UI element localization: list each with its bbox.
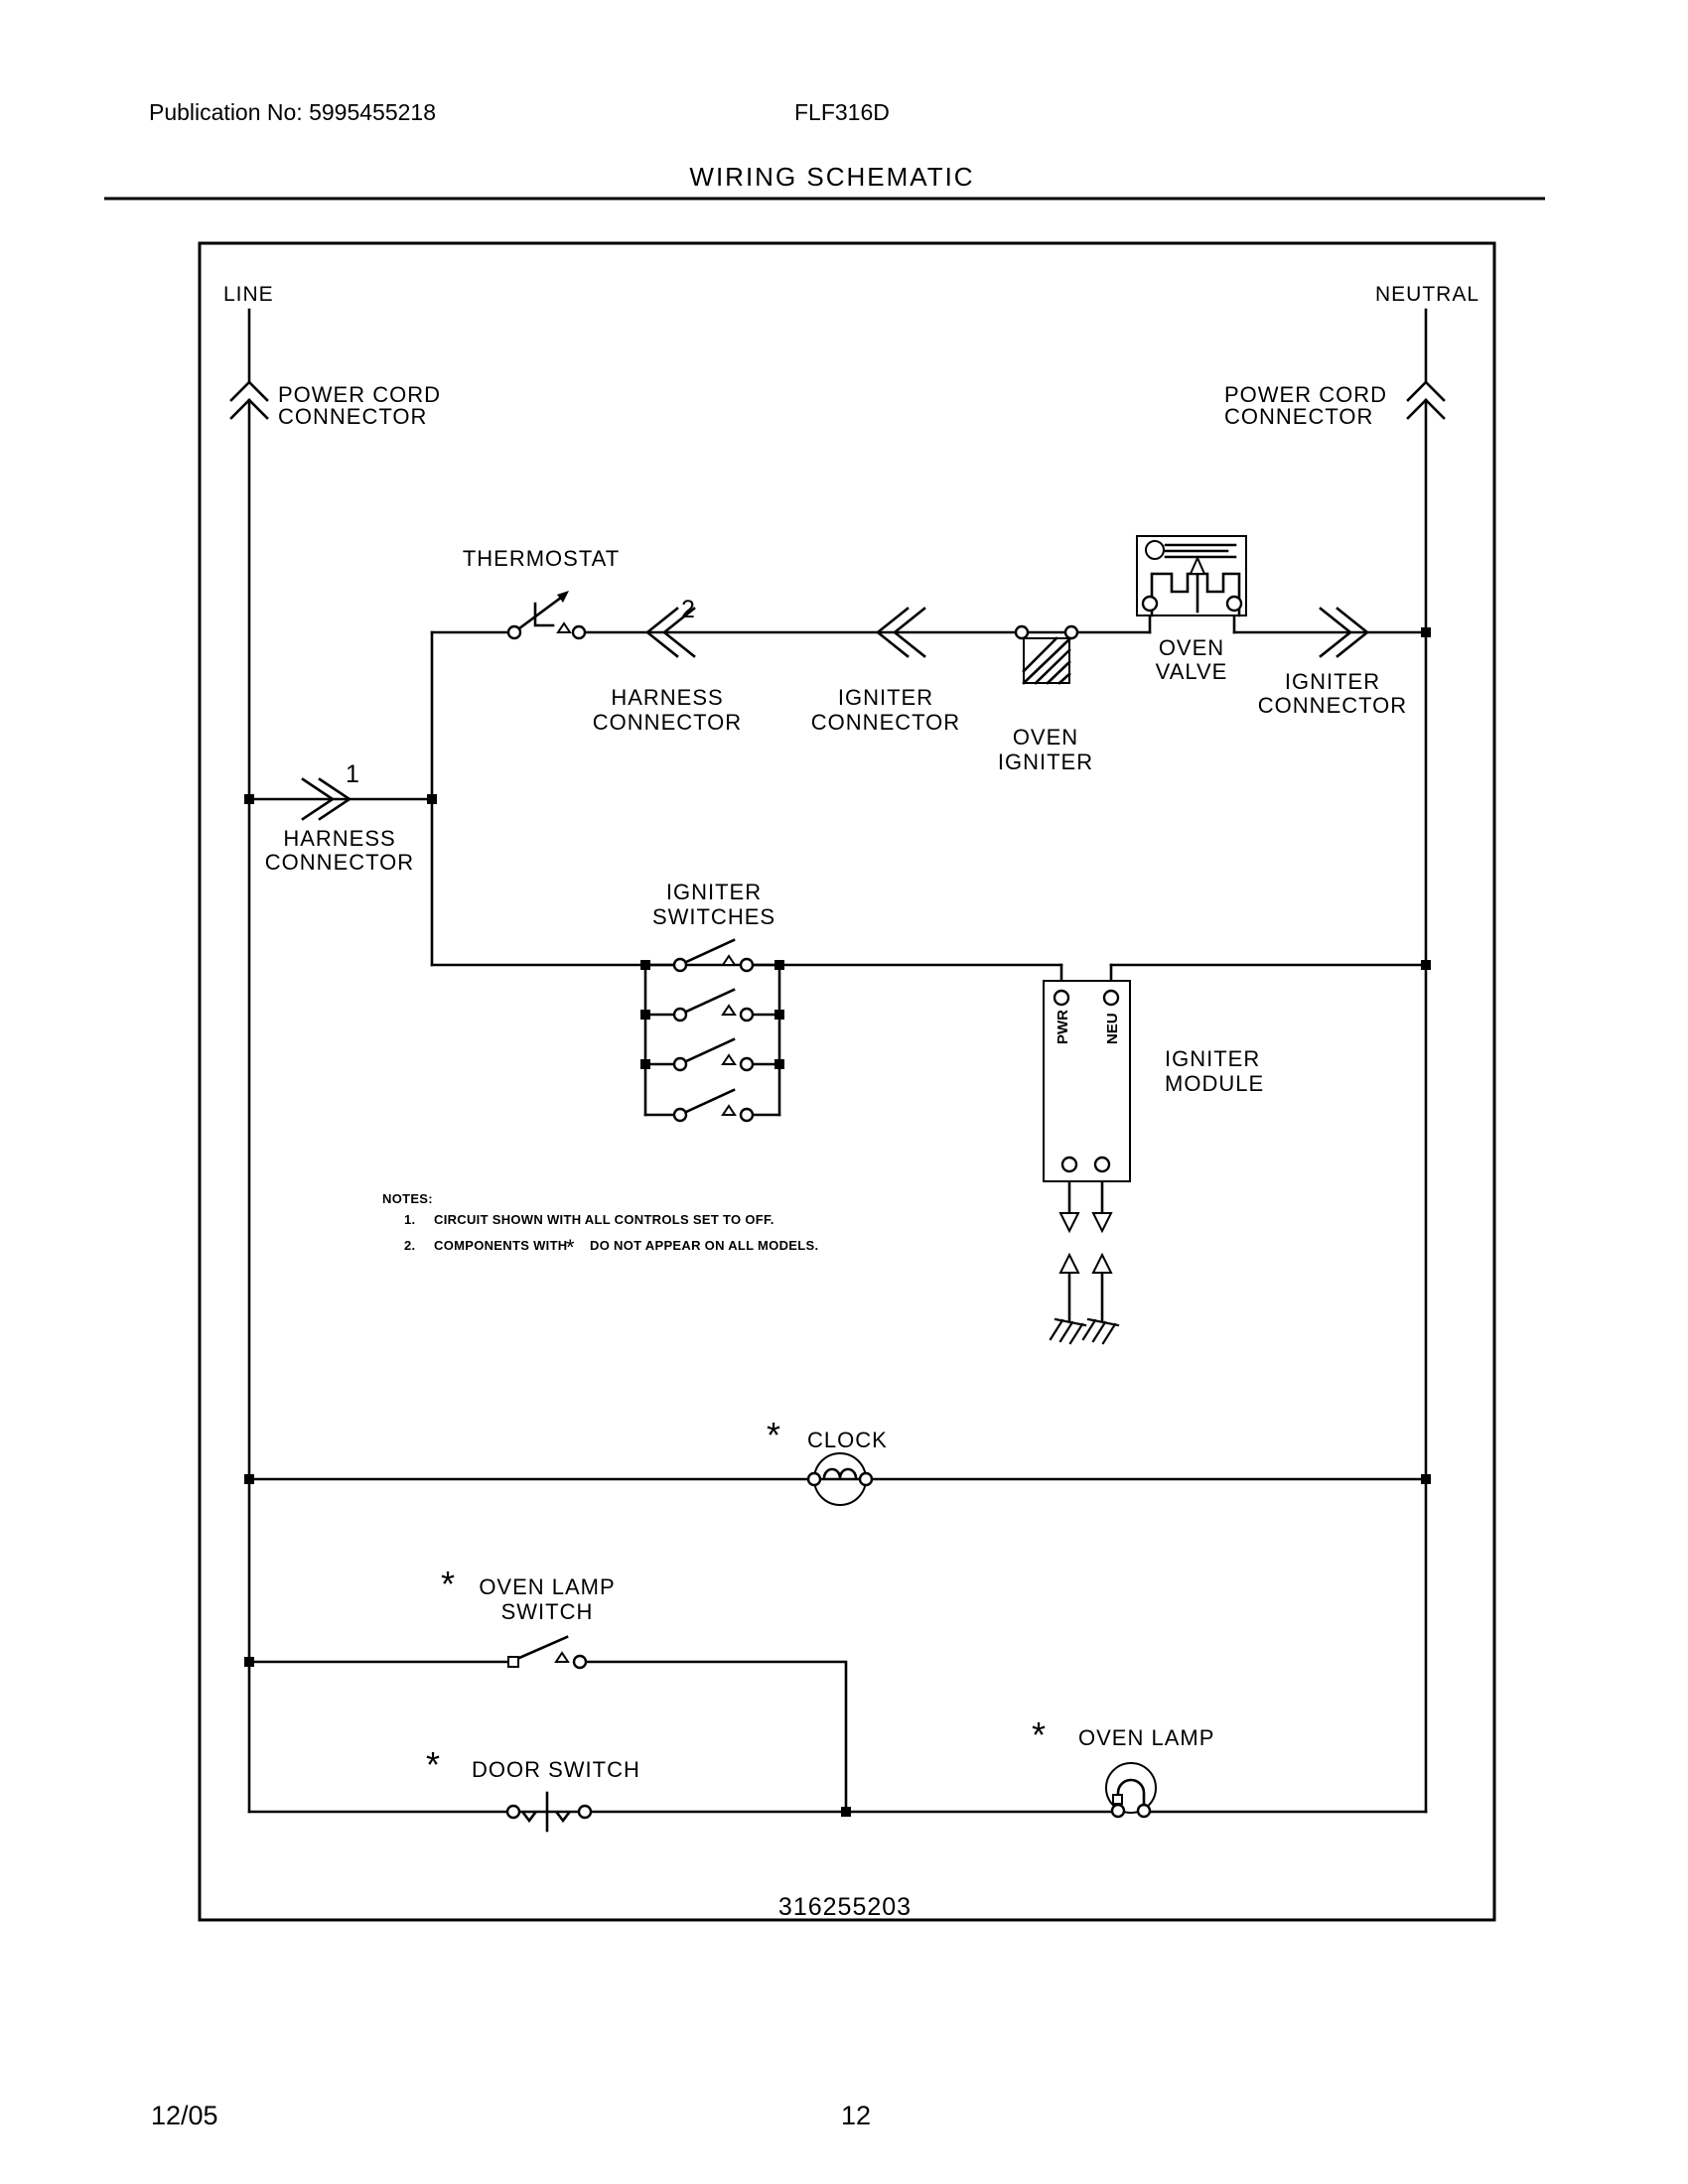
clock-star: * [767, 1415, 781, 1455]
note-2-text-post: DO NOT APPEAR ON ALL MODELS. [590, 1238, 819, 1253]
pwr-terminal-label: PWR [1055, 1010, 1071, 1044]
neu-terminal-label: NEU [1104, 1013, 1121, 1044]
thermostat-label: THERMOSTAT [462, 546, 621, 571]
line-label: LINE [223, 283, 274, 306]
notes-heading: NOTES: [382, 1191, 433, 1206]
oven-lamp-switch-star: * [441, 1564, 456, 1604]
igniter-module-label-2: MODULE [1165, 1071, 1265, 1096]
harness-connector-2-label-2: CONNECTOR [592, 710, 743, 735]
oven-valve-label-1: OVEN [1158, 635, 1225, 660]
oven-igniter-label-1: OVEN [1012, 725, 1079, 750]
oven-valve-label-2: VALVE [1155, 659, 1228, 684]
harness-connector-2-number: 2 [681, 596, 695, 623]
part-number: 316255203 [777, 1893, 913, 1921]
door-switch-label: DOOR SWITCH [472, 1757, 640, 1782]
harness-connector-2-label-1: HARNESS [611, 685, 724, 710]
note-1-text: CIRCUIT SHOWN WITH ALL CONTROLS SET TO OFF. [434, 1212, 774, 1227]
igniter-switch-1 [674, 940, 753, 971]
electrode-rake-left [1051, 1319, 1085, 1343]
igniter-module-label-1: IGNITER [1165, 1046, 1261, 1071]
igniter-connector-right-label-2: CONNECTOR [1257, 693, 1408, 718]
oven-lamp-symbol [1106, 1763, 1156, 1817]
oven-valve-symbol [1137, 536, 1246, 615]
harness-connector-1-label-2: CONNECTOR [264, 850, 415, 875]
neutral-terminal [1375, 283, 1479, 306]
igniter-connector-mid-label-1: IGNITER [837, 685, 934, 710]
publication-number: Publication No: 5995455218 [149, 99, 437, 125]
igniter-switches-label-1: IGNITER [665, 880, 763, 904]
igniter-switches-symbol [674, 940, 753, 1121]
oven-lamp-star: * [1032, 1714, 1047, 1755]
igniter-switches-label-2: SWITCHES [651, 904, 776, 929]
oven-lamp-switch-symbol [508, 1637, 586, 1668]
electrode-rake-right [1083, 1319, 1118, 1343]
power-cord-connector-left-label-1: POWER CORD [278, 382, 441, 407]
power-cord-connector-right-label-2: CONNECTOR [1224, 404, 1374, 429]
footer-date: 12/05 [151, 2101, 218, 2130]
harness-connector-1-label-1: HARNESS [283, 826, 396, 851]
note-2-number: 2. [404, 1238, 416, 1253]
power-cord-connector-right-label-1: POWER CORD [1224, 382, 1387, 407]
page-title: WIRING SCHEMATIC [689, 162, 975, 192]
note-1-number: 1. [404, 1212, 416, 1227]
oven-lamp-switch-label-1: OVEN LAMP [479, 1574, 616, 1599]
spark-electrodes-symbol [1051, 1213, 1118, 1343]
oven-lamp-switch-label-2: SWITCH [500, 1599, 594, 1624]
junction-dots [244, 627, 1431, 1817]
igniter-connector-right-label-1: IGNITER [1284, 669, 1381, 694]
harness-connector-1-number: 1 [346, 760, 359, 788]
page-header [104, 99, 1545, 199]
igniter-switch-4 [674, 1090, 753, 1121]
clock-label: CLOCK [807, 1428, 888, 1452]
note-2-text-pre: COMPONENTS WITH [434, 1238, 568, 1253]
oven-lamp-label: OVEN LAMP [1078, 1725, 1215, 1750]
door-switch-star: * [426, 1744, 441, 1785]
igniter-module-symbol [1044, 981, 1130, 1181]
oven-igniter-symbol [1016, 626, 1077, 683]
page-footer [151, 2101, 871, 2130]
note-2-star: * [566, 1235, 575, 1260]
oven-igniter-label-2: IGNITER [997, 750, 1094, 774]
igniter-switch-2 [674, 990, 753, 1021]
igniter-connector-mid-label-2: CONNECTOR [810, 710, 961, 735]
notes-block [382, 1191, 818, 1260]
neutral-label: NEUTRAL [1375, 283, 1480, 306]
power-cord-connector-left-label-2: CONNECTOR [278, 404, 428, 429]
footer-page-number: 12 [840, 2101, 872, 2130]
thermostat-symbol [508, 591, 585, 638]
model-number: FLF316D [794, 99, 890, 125]
igniter-switch-3 [674, 1039, 753, 1070]
clock-symbol [808, 1453, 872, 1505]
line-terminal [223, 283, 274, 306]
